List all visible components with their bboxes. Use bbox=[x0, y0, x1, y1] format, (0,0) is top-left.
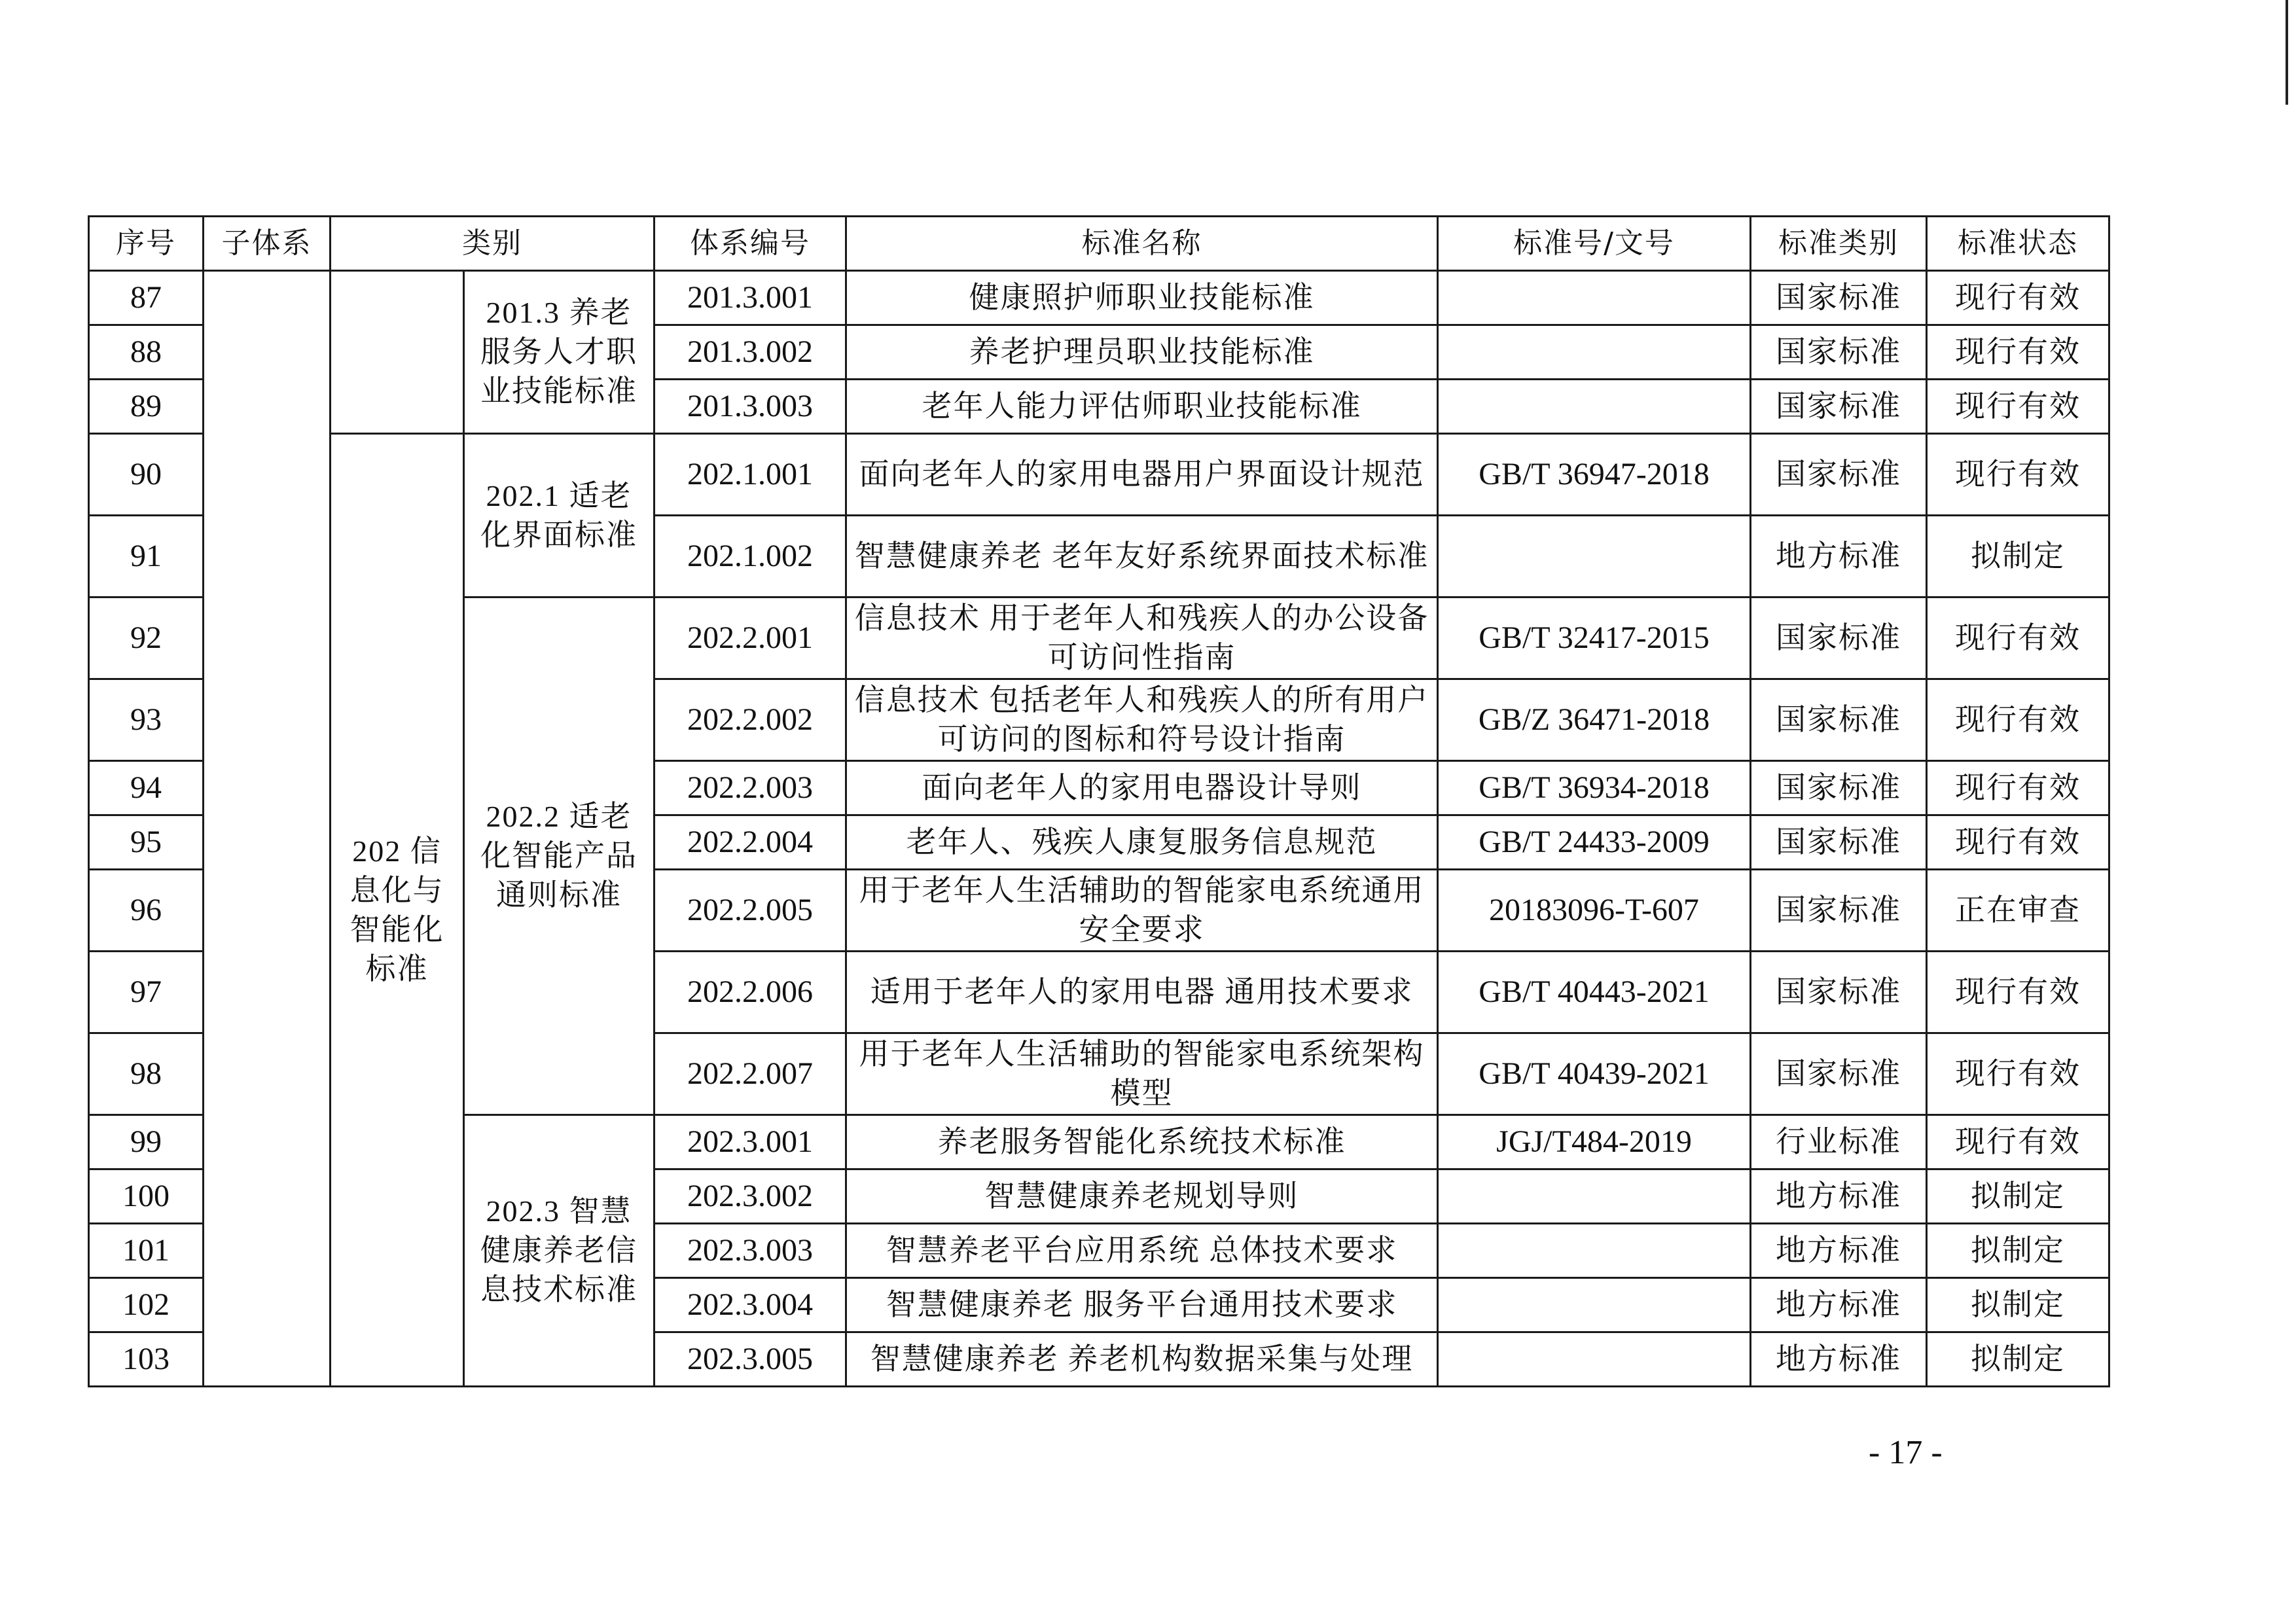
standard-name: 面向老年人的家用电器用户界面设计规范 bbox=[846, 434, 1438, 516]
header-subsystem: 子体系 bbox=[204, 217, 331, 271]
standard-status: 现行有效 bbox=[1927, 434, 2109, 516]
standard-status: 正在审查 bbox=[1927, 870, 2109, 952]
standard-status: 拟制定 bbox=[1927, 1278, 2109, 1332]
table-row bbox=[89, 434, 2109, 516]
standard-name: 老年人、残疾人康复服务信息规范 bbox=[846, 815, 1438, 870]
header-system-code: 体系编号 bbox=[655, 217, 846, 271]
row-index: 94 bbox=[89, 761, 204, 815]
standard-number bbox=[1438, 380, 1751, 434]
standard-type: 国家标准 bbox=[1751, 1033, 1927, 1115]
standard-type: 国家标准 bbox=[1751, 271, 1927, 325]
system-code: 202.3.003 bbox=[655, 1224, 846, 1278]
system-code: 201.3.002 bbox=[655, 325, 846, 380]
row-index: 99 bbox=[89, 1115, 204, 1169]
table-row bbox=[89, 271, 2109, 325]
row-index: 93 bbox=[89, 679, 204, 761]
header-standard-number: 标准号/文号 bbox=[1438, 217, 1751, 271]
standard-number bbox=[1438, 1332, 1751, 1387]
standard-number: GB/T 36934-2018 bbox=[1438, 761, 1751, 815]
row-index: 87 bbox=[89, 271, 204, 325]
row-index: 103 bbox=[89, 1332, 204, 1387]
row-index: 101 bbox=[89, 1224, 204, 1278]
standard-number: GB/T 24433-2009 bbox=[1438, 815, 1751, 870]
system-code: 202.2.002 bbox=[655, 679, 846, 761]
system-code: 202.2.007 bbox=[655, 1033, 846, 1115]
system-code: 201.3.001 bbox=[655, 271, 846, 325]
standard-type: 地方标准 bbox=[1751, 516, 1927, 597]
standard-name: 智慧健康养老 老年友好系统界面技术标准 bbox=[846, 516, 1438, 597]
subcategory-cell: 202.2 适老化智能产品通则标准 bbox=[464, 597, 655, 1115]
row-index: 95 bbox=[89, 815, 204, 870]
standard-status: 现行有效 bbox=[1927, 325, 2109, 380]
standard-name: 用于老年人生活辅助的智能家电系统架构模型 bbox=[846, 1033, 1438, 1115]
standard-name: 面向老年人的家用电器设计导则 bbox=[846, 761, 1438, 815]
header-standard-name: 标准名称 bbox=[846, 217, 1438, 271]
scan-edge-line bbox=[2286, 0, 2288, 105]
system-code: 202.1.001 bbox=[655, 434, 846, 516]
standard-name: 老年人能力评估师职业技能标准 bbox=[846, 380, 1438, 434]
standard-status: 拟制定 bbox=[1927, 1224, 2109, 1278]
standard-status: 拟制定 bbox=[1927, 516, 2109, 597]
standard-number bbox=[1438, 1224, 1751, 1278]
standard-name: 适用于老年人的家用电器 通用技术要求 bbox=[846, 952, 1438, 1033]
standard-name: 信息技术 包括老年人和残疾人的所有用户可访问的图标和符号设计指南 bbox=[846, 679, 1438, 761]
standard-type: 国家标准 bbox=[1751, 870, 1927, 952]
standard-name: 养老服务智能化系统技术标准 bbox=[846, 1115, 1438, 1169]
standards-table bbox=[88, 215, 2110, 1387]
row-index: 96 bbox=[89, 870, 204, 952]
standard-type: 国家标准 bbox=[1751, 325, 1927, 380]
row-index: 97 bbox=[89, 952, 204, 1033]
system-code: 202.1.002 bbox=[655, 516, 846, 597]
standard-type: 地方标准 bbox=[1751, 1278, 1927, 1332]
standard-type: 国家标准 bbox=[1751, 380, 1927, 434]
standard-number bbox=[1438, 516, 1751, 597]
system-code: 202.2.003 bbox=[655, 761, 846, 815]
system-code: 202.2.006 bbox=[655, 952, 846, 1033]
system-code: 202.2.001 bbox=[655, 597, 846, 679]
standard-status: 现行有效 bbox=[1927, 1115, 2109, 1169]
system-code: 202.2.005 bbox=[655, 870, 846, 952]
standard-type: 地方标准 bbox=[1751, 1224, 1927, 1278]
category-cell: 202 信息化与智能化标准 bbox=[331, 434, 464, 1387]
standard-number bbox=[1438, 1278, 1751, 1332]
standard-name: 信息技术 用于老年人和残疾人的办公设备可访问性指南 bbox=[846, 597, 1438, 679]
subcategory-cell: 202.3 智慧健康养老信息技术标准 bbox=[464, 1115, 655, 1387]
standard-name: 用于老年人生活辅助的智能家电系统通用安全要求 bbox=[846, 870, 1438, 952]
standard-status: 现行有效 bbox=[1927, 952, 2109, 1033]
standard-type: 国家标准 bbox=[1751, 761, 1927, 815]
standard-number bbox=[1438, 325, 1751, 380]
subcategory-cell: 202.1 适老化界面标准 bbox=[464, 434, 655, 597]
standard-type: 国家标准 bbox=[1751, 597, 1927, 679]
standard-type: 国家标准 bbox=[1751, 815, 1927, 870]
page-number: - 17 - bbox=[1869, 1434, 1943, 1471]
standard-status: 拟制定 bbox=[1927, 1332, 2109, 1387]
standard-status: 现行有效 bbox=[1927, 679, 2109, 761]
row-index: 90 bbox=[89, 434, 204, 516]
standard-name: 智慧健康养老 服务平台通用技术要求 bbox=[846, 1278, 1438, 1332]
header-row bbox=[89, 217, 2109, 271]
category-cell bbox=[331, 271, 464, 434]
standard-number: GB/T 36947-2018 bbox=[1438, 434, 1751, 516]
header-category: 类别 bbox=[331, 217, 655, 271]
row-index: 98 bbox=[89, 1033, 204, 1115]
standard-type: 行业标准 bbox=[1751, 1115, 1927, 1169]
row-index: 88 bbox=[89, 325, 204, 380]
system-code: 202.2.004 bbox=[655, 815, 846, 870]
standard-status: 现行有效 bbox=[1927, 1033, 2109, 1115]
row-index: 89 bbox=[89, 380, 204, 434]
standard-status: 拟制定 bbox=[1927, 1169, 2109, 1224]
system-code: 202.3.004 bbox=[655, 1278, 846, 1332]
standard-number: GB/T 32417-2015 bbox=[1438, 597, 1751, 679]
subsystem-cell bbox=[204, 271, 331, 1387]
standard-number: GB/T 40439-2021 bbox=[1438, 1033, 1751, 1115]
standard-type: 地方标准 bbox=[1751, 1332, 1927, 1387]
standard-number: GB/Z 36471-2018 bbox=[1438, 679, 1751, 761]
standard-number: 20183096-T-607 bbox=[1438, 870, 1751, 952]
header-standard-status: 标准状态 bbox=[1927, 217, 2109, 271]
standard-status: 现行有效 bbox=[1927, 761, 2109, 815]
header-standard-type: 标准类别 bbox=[1751, 217, 1927, 271]
header-index: 序号 bbox=[89, 217, 204, 271]
standard-type: 国家标准 bbox=[1751, 434, 1927, 516]
standard-type: 国家标准 bbox=[1751, 952, 1927, 1033]
standard-type: 国家标准 bbox=[1751, 679, 1927, 761]
standard-name: 智慧健康养老 养老机构数据采集与处理 bbox=[846, 1332, 1438, 1387]
standard-number bbox=[1438, 271, 1751, 325]
standard-number: JGJ/T484-2019 bbox=[1438, 1115, 1751, 1169]
row-index: 91 bbox=[89, 516, 204, 597]
standard-status: 现行有效 bbox=[1927, 380, 2109, 434]
standard-number: GB/T 40443-2021 bbox=[1438, 952, 1751, 1033]
row-index: 102 bbox=[89, 1278, 204, 1332]
subcategory-cell: 201.3 养老服务人才职业技能标准 bbox=[464, 271, 655, 434]
system-code: 201.3.003 bbox=[655, 380, 846, 434]
standard-number bbox=[1438, 1169, 1751, 1224]
standard-name: 健康照护师职业技能标准 bbox=[846, 271, 1438, 325]
system-code: 202.3.001 bbox=[655, 1115, 846, 1169]
standard-name: 养老护理员职业技能标准 bbox=[846, 325, 1438, 380]
standard-status: 现行有效 bbox=[1927, 815, 2109, 870]
standard-status: 现行有效 bbox=[1927, 597, 2109, 679]
system-code: 202.3.002 bbox=[655, 1169, 846, 1224]
standard-type: 地方标准 bbox=[1751, 1169, 1927, 1224]
row-index: 100 bbox=[89, 1169, 204, 1224]
standard-status: 现行有效 bbox=[1927, 271, 2109, 325]
standard-name: 智慧养老平台应用系统 总体技术要求 bbox=[846, 1224, 1438, 1278]
row-index: 92 bbox=[89, 597, 204, 679]
standard-name: 智慧健康养老规划导则 bbox=[846, 1169, 1438, 1224]
system-code: 202.3.005 bbox=[655, 1332, 846, 1387]
